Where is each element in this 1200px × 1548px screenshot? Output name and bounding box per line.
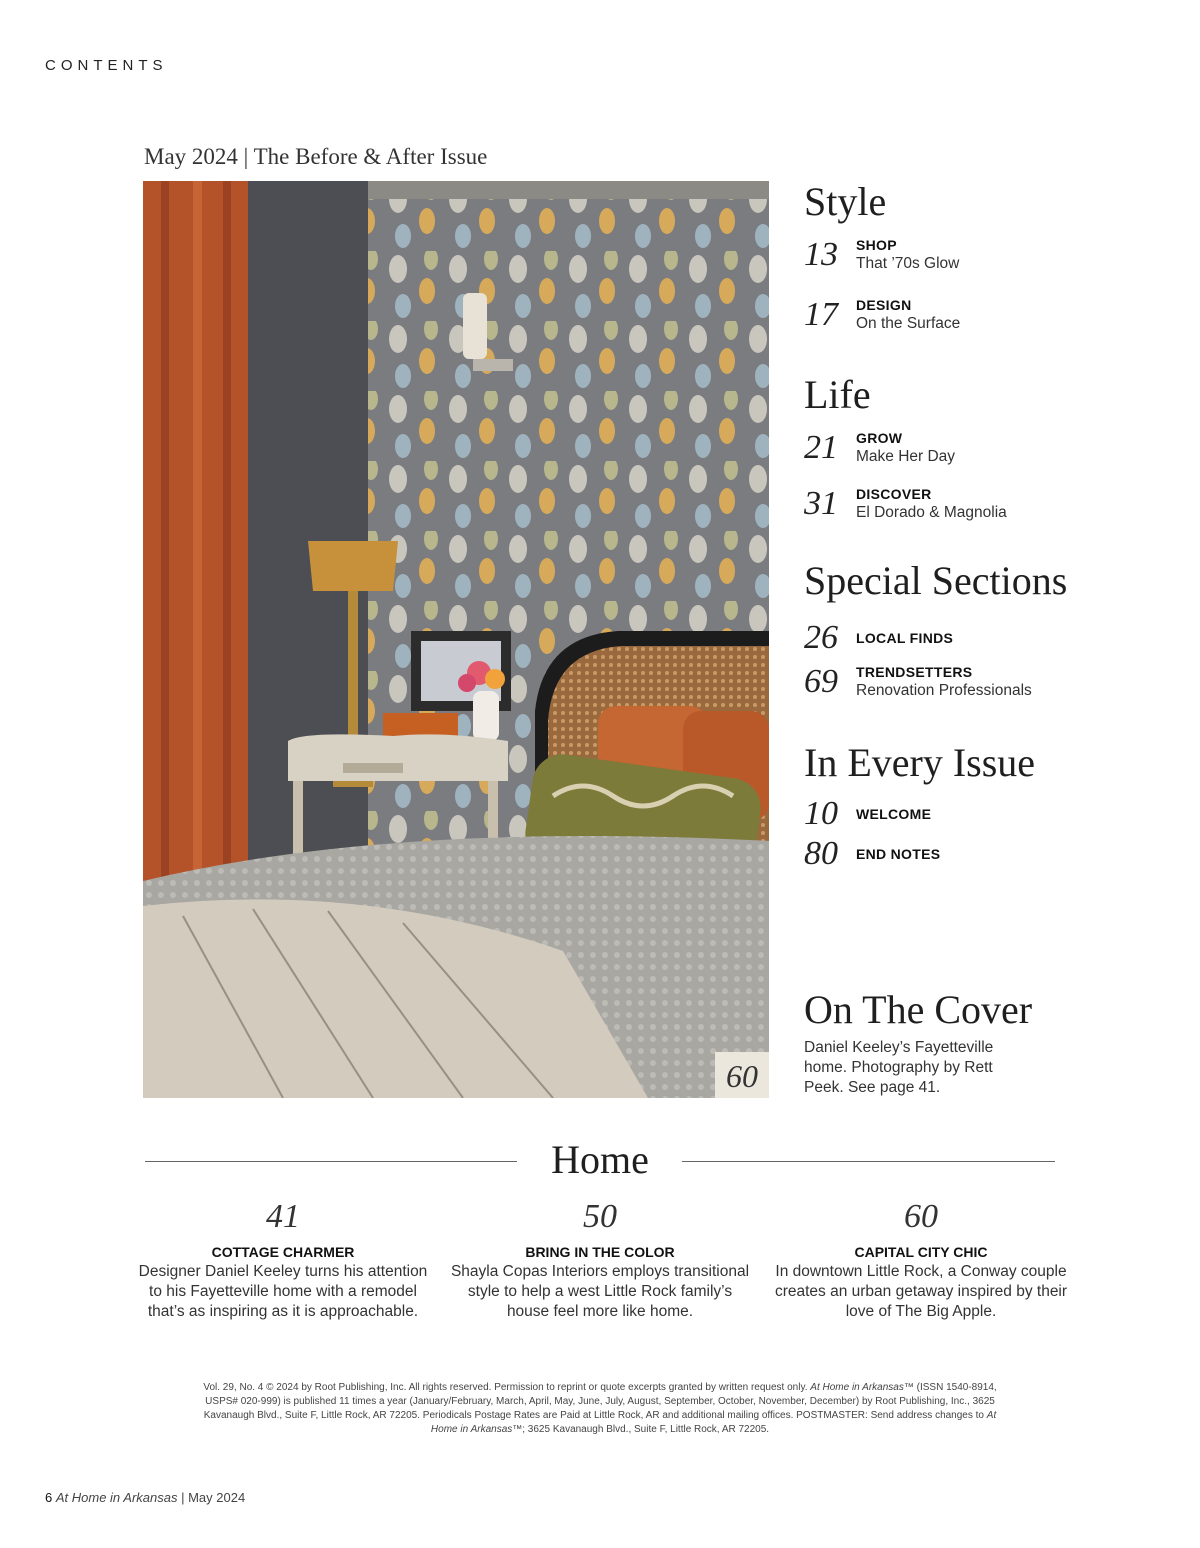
photo-page-badge: 60	[715, 1052, 769, 1098]
entry-kicker: LOCAL FINDS	[856, 630, 954, 646]
bedroom-photo-illustration	[143, 181, 769, 1098]
page-number: 31	[804, 485, 838, 522]
entry-kicker: WELCOME	[856, 806, 932, 822]
entry-kicker: SHOP	[856, 237, 897, 253]
entry-title: That ’70s Glow	[856, 255, 960, 272]
feature-description: Designer Daniel Keeley turns his attention to his Fayetteville home with a remodel that’s as inspiring as it is approachable.	[138, 1263, 428, 1320]
entry-title: Make Her Day	[856, 448, 956, 465]
entry-kicker: GROW	[856, 430, 903, 446]
footer-magazine: At Home in Arkansas	[55, 1490, 178, 1505]
entry-kicker: TRENDSETTERS	[856, 664, 973, 680]
legal-text-2: (ISSN 1540-8914, USPS# 020-999) is published 11 times a year (January/February, March, April, May, June, July, August, September, October, November, December) by Root Publishing, Inc., 3625 Kavanaugh Blvd., Suite F, Little Rock, AR 72205. Periodicals Postage Rates are Paid at Little Rock, AR and additional mailing offices. POSTMASTER: Send address changes to	[203, 1382, 997, 1421]
cover-description: Daniel Keeley’s Fayetteville home. Photography by Rett Peek. See page 41.	[804, 1039, 994, 1096]
entry-kicker: END NOTES	[856, 846, 941, 862]
page-number: 13	[804, 236, 838, 273]
feature-kicker: BRING IN THE COLOR	[525, 1244, 675, 1260]
toc-entry-local-finds[interactable]	[804, 621, 953, 655]
page-number: 17	[804, 296, 838, 333]
section-heading-life: Life	[804, 372, 871, 417]
publication-name: At Home in Arkansas™	[430, 1410, 997, 1435]
feature-page-number: 41	[266, 1198, 300, 1235]
toc-entry-end-notes[interactable]	[804, 837, 940, 871]
feature-description: In downtown Little Rock, a Conway couple creates an urban getaway inspired by their love of The Big Apple.	[774, 1263, 1068, 1320]
toc-entry-welcome[interactable]	[804, 797, 931, 831]
legal-notice	[200, 1381, 1000, 1437]
toc-entry-shop[interactable]	[804, 237, 959, 273]
page-number: 69	[804, 663, 838, 700]
toc-entry-design[interactable]	[804, 297, 960, 333]
feature-page-number: 60	[904, 1198, 938, 1235]
cover-photo[interactable]	[143, 181, 769, 1098]
entry-kicker: DISCOVER	[856, 486, 932, 502]
section-heading-special: Special Sections	[804, 558, 1068, 603]
toc-entry-trendsetters[interactable]	[804, 664, 1032, 700]
divider-left	[145, 1161, 517, 1162]
toc-entry-discover[interactable]	[804, 486, 1007, 522]
feature-kicker: CAPITAL CITY CHIC	[854, 1244, 988, 1260]
legal-text-1: Vol. 29, No. 4 © 2024 by Root Publishing, Inc. All rights reserved. Permission to reprint or quote excerpts granted by written request only.	[203, 1382, 811, 1393]
feature-kicker: COTTAGE CHARMER	[211, 1244, 355, 1260]
feature-description: Shayla Copas Interiors employs transitional style to help a west Little Rock family’s house feel more like home.	[450, 1263, 750, 1320]
section-heading-every-issue: In Every Issue	[804, 740, 1036, 785]
divider-right	[682, 1161, 1055, 1162]
section-heading-style: Style	[804, 179, 887, 224]
entry-kicker: DESIGN	[856, 297, 912, 313]
feature-page-number: 50	[583, 1198, 617, 1235]
footer-issue-date: | May 2024	[181, 1490, 246, 1505]
legal-text-3: ; 3625 Kavanaugh Blvd., Suite F, Little Rock, AR 72205.	[522, 1424, 770, 1435]
toc-entry-grow[interactable]	[804, 430, 955, 466]
page-number: 80	[804, 835, 838, 872]
entry-title: El Dorado & Magnolia	[856, 504, 1007, 521]
section-heading-home: Home	[551, 1137, 649, 1182]
page-footer	[45, 1490, 245, 1505]
section-heading-cover: On The Cover	[804, 987, 1033, 1032]
contents-label: CONTENTS	[45, 57, 168, 74]
page-number: 26	[804, 619, 838, 656]
entry-title: On the Surface	[856, 315, 961, 332]
publication-name: At Home in Arkansas™	[810, 1382, 914, 1393]
feature-capital-city-chic[interactable]	[771, 1198, 1071, 1322]
page-number: 10	[804, 795, 838, 832]
feature-bring-in-the-color[interactable]	[450, 1198, 750, 1322]
entry-title: Renovation Professionals	[856, 682, 1032, 699]
footer-page-number: 6	[45, 1490, 53, 1505]
feature-cottage-charmer[interactable]	[133, 1198, 433, 1322]
issue-title: May 2024 | The Before & After Issue	[144, 144, 488, 169]
page-number: 21	[804, 429, 838, 466]
